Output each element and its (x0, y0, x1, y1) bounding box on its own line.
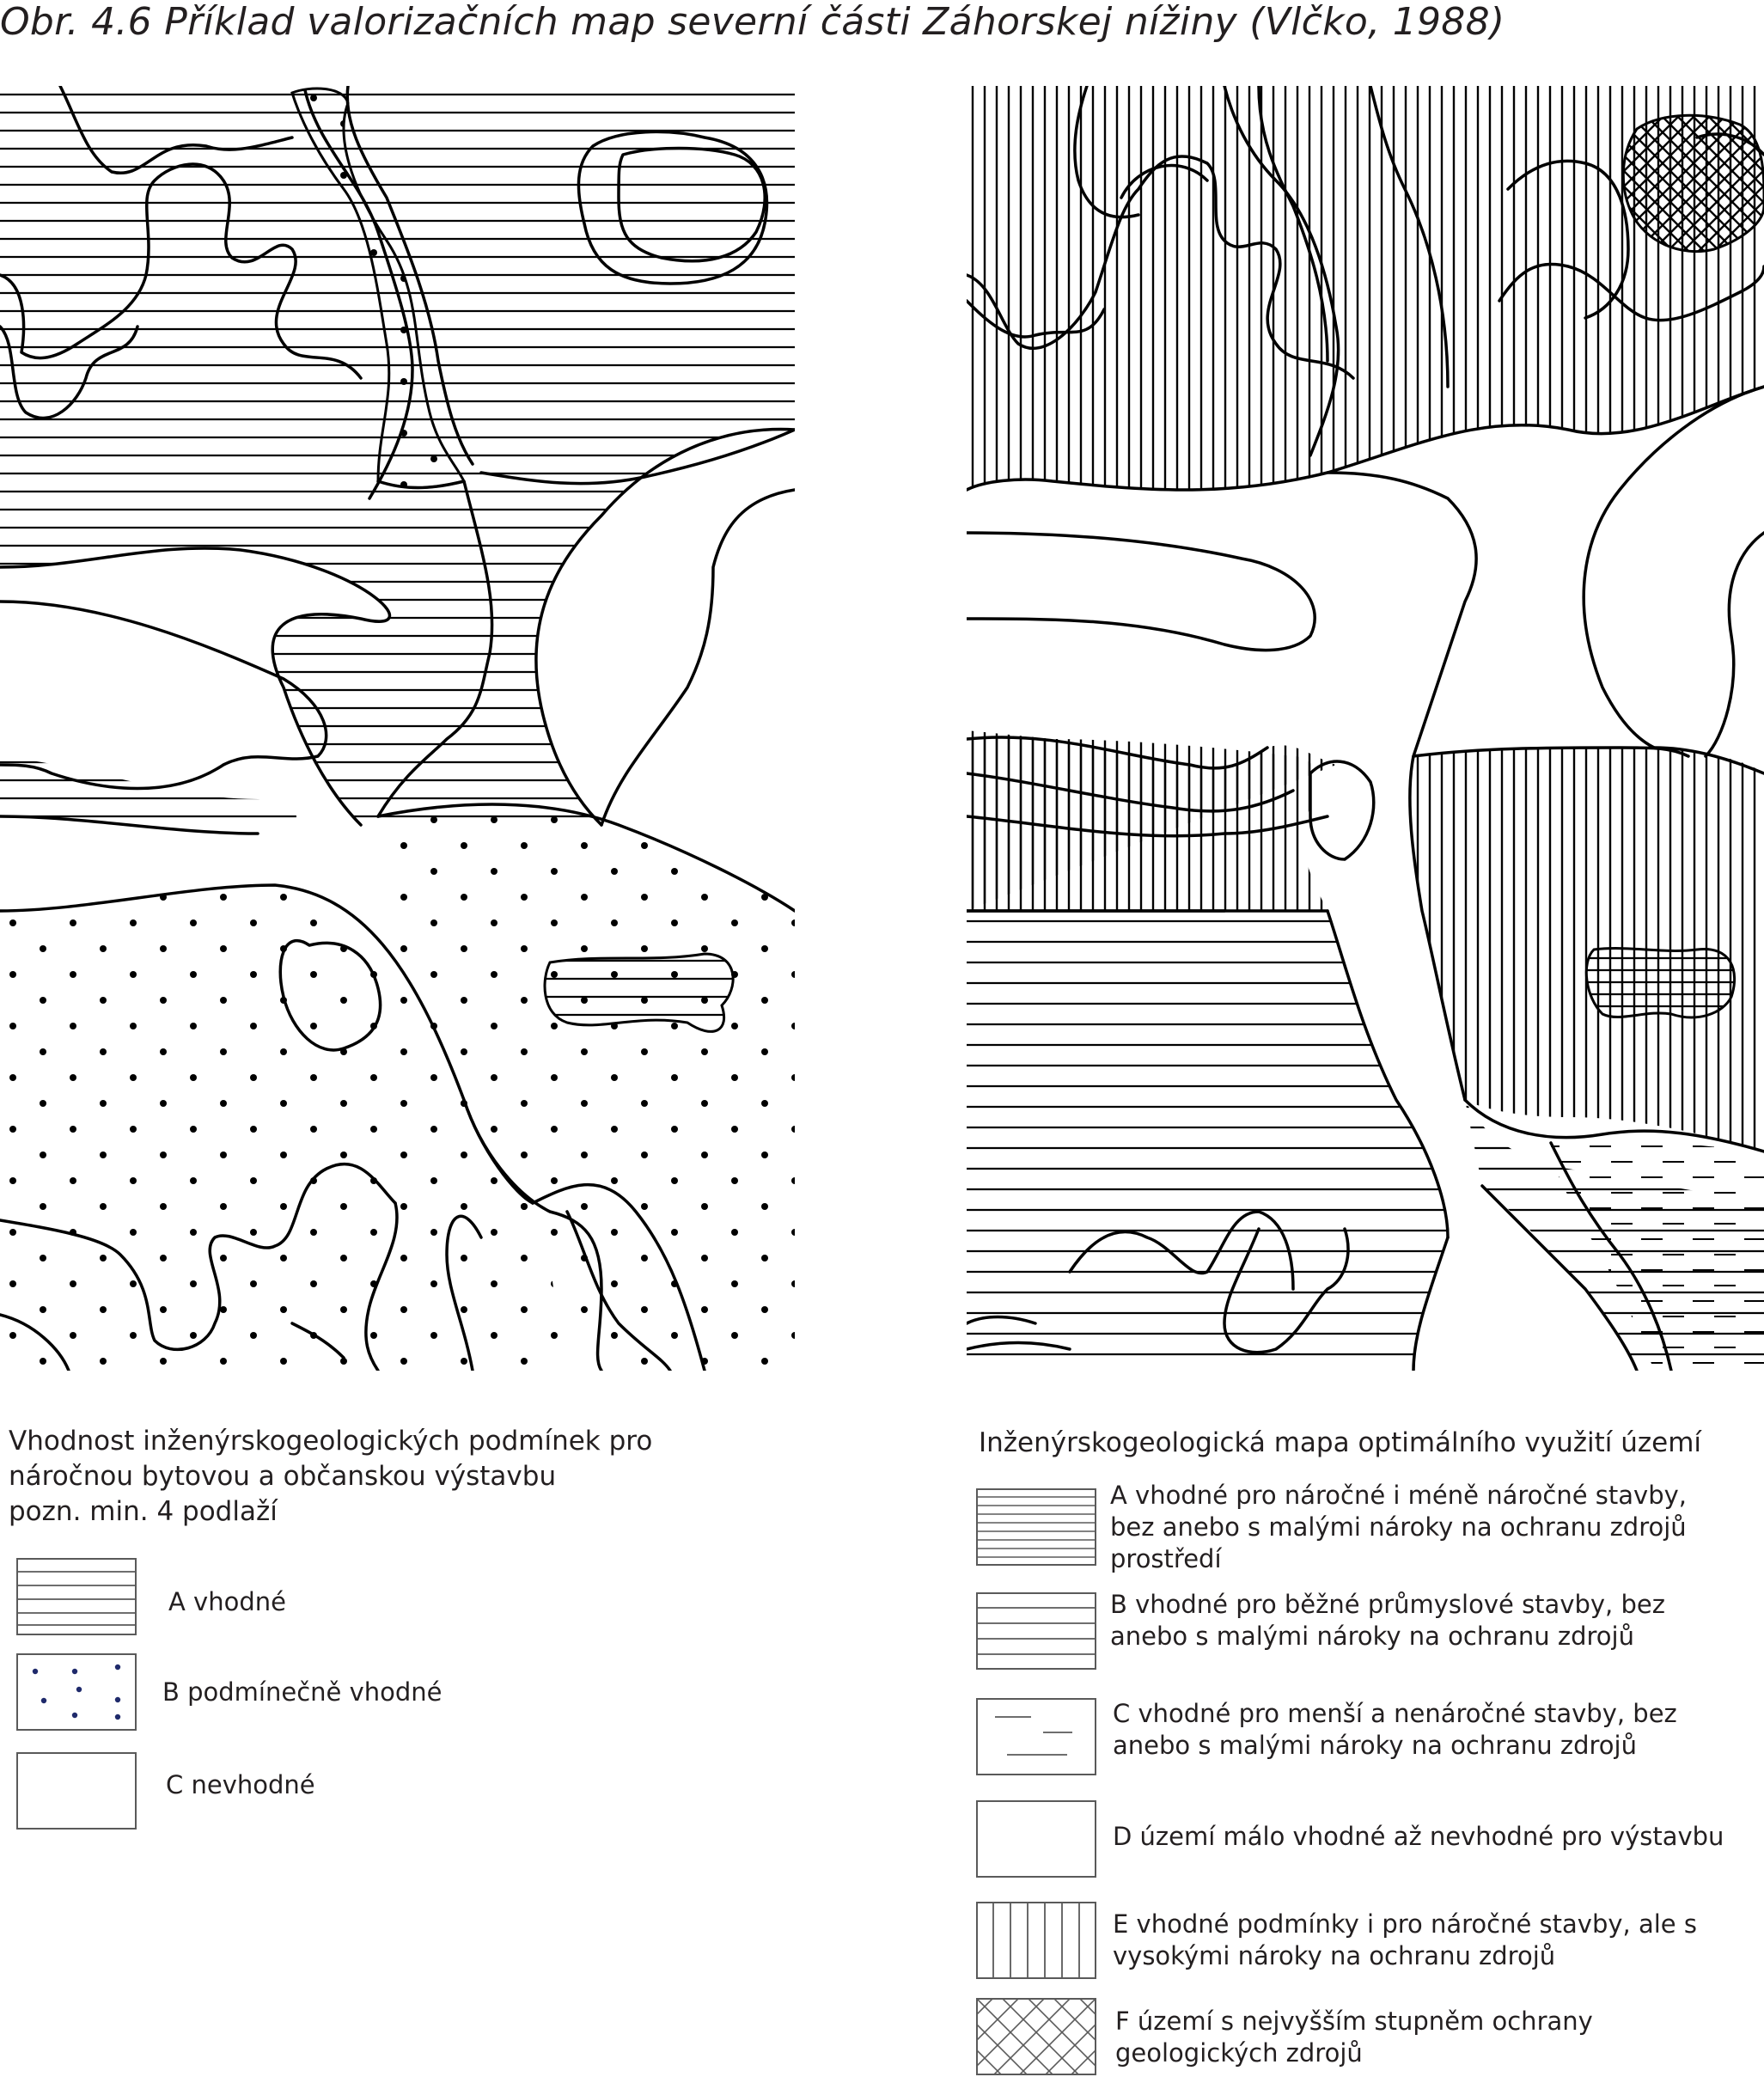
legend-label-line: vysokými nároky na ochranu zdrojů (1113, 1941, 1556, 1970)
legend-label-line: geologických zdrojů (1115, 2038, 1363, 2068)
right-legend-label-a (1110, 1480, 1687, 1575)
left-legend-heading-line: pozn. min. 4 podlaží (9, 1496, 278, 1527)
left-legend-label-c (166, 1769, 315, 1801)
right-legend-swatch-e (976, 1902, 1096, 1979)
right-legend-swatch-d (976, 1800, 1096, 1878)
left-legend-heading-line: náročnou bytovou a občanskou výstavbu (9, 1461, 557, 1492)
right-legend-heading (979, 1426, 1701, 1461)
legend-label-line: anebo s malými nároky na ochranu zdrojů (1113, 1731, 1637, 1760)
right-legend-label-d (1113, 1821, 1724, 1853)
legend-label-line: B vhodné pro běžné průmyslové stavby, bez (1110, 1590, 1665, 1619)
right-legend-label-f (1115, 2006, 1593, 2069)
zone-a-island (1586, 949, 1734, 1017)
legend-label-line: prostředí (1110, 1544, 1222, 1573)
left-legend-label-a (168, 1586, 286, 1618)
left-legend-label-b (162, 1677, 443, 1708)
right-legend-swatch-a (976, 1488, 1096, 1566)
zone-f-protected (1623, 115, 1764, 251)
zone-b-lower (967, 911, 1448, 1371)
right-legend-label-c (1113, 1698, 1677, 1762)
figure-title: Obr. 4.6 Příklad valorizačních map severní části Záhorskej nížiny (Vlčko, 1988) (0, 0, 1505, 44)
zone-a-stripe (0, 756, 296, 834)
right-legend-label-e (1113, 1909, 1697, 1972)
legend-label-line: A vhodné pro náročné i méně náročné stavby, (1110, 1481, 1687, 1510)
legend-label-line: bez anebo s malými nároky na ochranu zdrojů (1110, 1512, 1687, 1542)
legend-label-line: F území s nejvyšším stupněm ochrany (1115, 2007, 1593, 2036)
left-legend-swatch-b (16, 1653, 137, 1731)
legend-label-line: D území málo vhodné až nevhodné pro výstavbu (1113, 1822, 1724, 1851)
legend-label-line: B podmínečně vhodné (162, 1677, 443, 1707)
legend-label-line: C nevhodné (166, 1770, 315, 1799)
right-legend-swatch-c (976, 1698, 1096, 1775)
right-legend-swatch-f (976, 1998, 1096, 2075)
left-legend-heading-line: Vhodnost inženýrskogeologických podmínek pro (9, 1426, 653, 1457)
legend-label-line: E vhodné podmínky i pro náročné stavby, ale s (1113, 1909, 1697, 1939)
legend-label-line: C vhodné pro menší a nenáročné stavby, bez (1113, 1699, 1677, 1728)
left-legend-heading (9, 1424, 652, 1530)
right-legend-heading-line: Inženýrskogeologická mapa optimálního využití území (979, 1427, 1702, 1458)
legend-label-line: anebo s malými nároky na ochranu zdrojů (1110, 1622, 1634, 1651)
left-valorization-map (0, 86, 795, 1371)
right-legend-swatch-b (976, 1592, 1096, 1670)
right-legend-label-b (1110, 1589, 1665, 1652)
left-legend-swatch-c (16, 1752, 137, 1830)
legend-label-line: A vhodné (168, 1587, 286, 1616)
left-legend-swatch-a (16, 1558, 137, 1635)
right-optimal-use-map (967, 86, 1764, 1371)
